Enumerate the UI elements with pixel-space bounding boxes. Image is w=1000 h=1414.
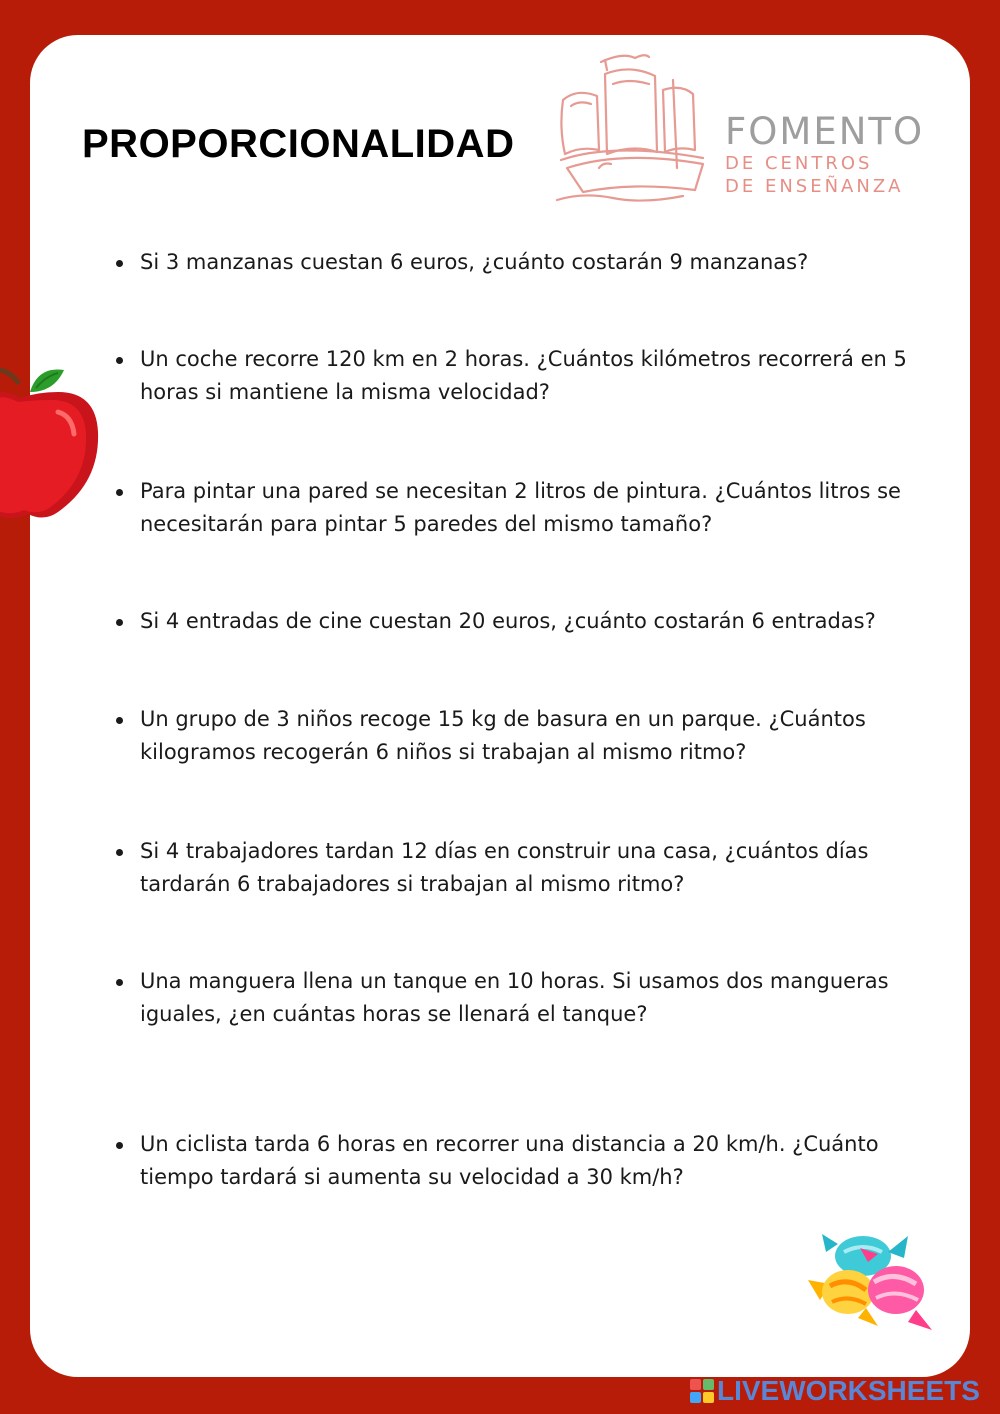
question-item: Un grupo de 3 niños recoge 15 kg de basura en un parque. ¿Cuántos kilogramos recogerán 6 niños si trabajan al mismo ritmo?: [140, 703, 920, 769]
page-title: PROPORCIONALIDAD: [82, 122, 515, 166]
liveworksheets-icon: [690, 1379, 714, 1403]
question-item: Si 3 manzanas cuestan 6 euros, ¿cuánto costarán 9 manzanas?: [140, 246, 920, 279]
liveworksheets-footer: [690, 1376, 990, 1406]
question-item: Un coche recorre 120 km en 2 horas. ¿Cuántos kilómetros recorrerá en 5 horas si mantiene la misma velocidad?: [140, 343, 920, 409]
question-item: Si 4 entradas de cine cuestan 20 euros, ¿cuánto costarán 6 entradas?: [140, 605, 920, 638]
question-item: Para pintar una pared se necesitan 2 litros de pintura. ¿Cuántos litros se necesitarán para pintar 5 paredes del mismo tamaño?: [140, 475, 920, 541]
caravel-ship-icon: [553, 50, 713, 205]
logo-text: [725, 112, 924, 198]
fomento-logo: [553, 50, 953, 210]
logo-sub-line-1: DE CENTROS: [725, 153, 873, 174]
footer-brand[interactable]: LIVEWORKSHEETS: [717, 1375, 980, 1406]
apple-icon: [0, 362, 103, 522]
logo-sub-line-2: DE ENSEÑANZA: [725, 176, 904, 197]
question-item: Una manguera llena un tanque en 10 horas. Si usamos dos mangueras iguales, ¿en cuántas horas se llenará el tanque?: [140, 965, 920, 1031]
candy-icon: [808, 1222, 938, 1337]
logo-main-text: FOMENTO: [725, 110, 925, 153]
question-item: Un ciclista tarda 6 horas en recorrer una distancia a 20 km/h. ¿Cuánto tiempo tardará si aumenta su velocidad a 30 km/h?: [140, 1128, 920, 1194]
question-item: Si 4 trabajadores tardan 12 días en construir una casa, ¿cuántos días tardarán 6 trabajadores si trabajan al mismo ritmo?: [140, 835, 920, 901]
